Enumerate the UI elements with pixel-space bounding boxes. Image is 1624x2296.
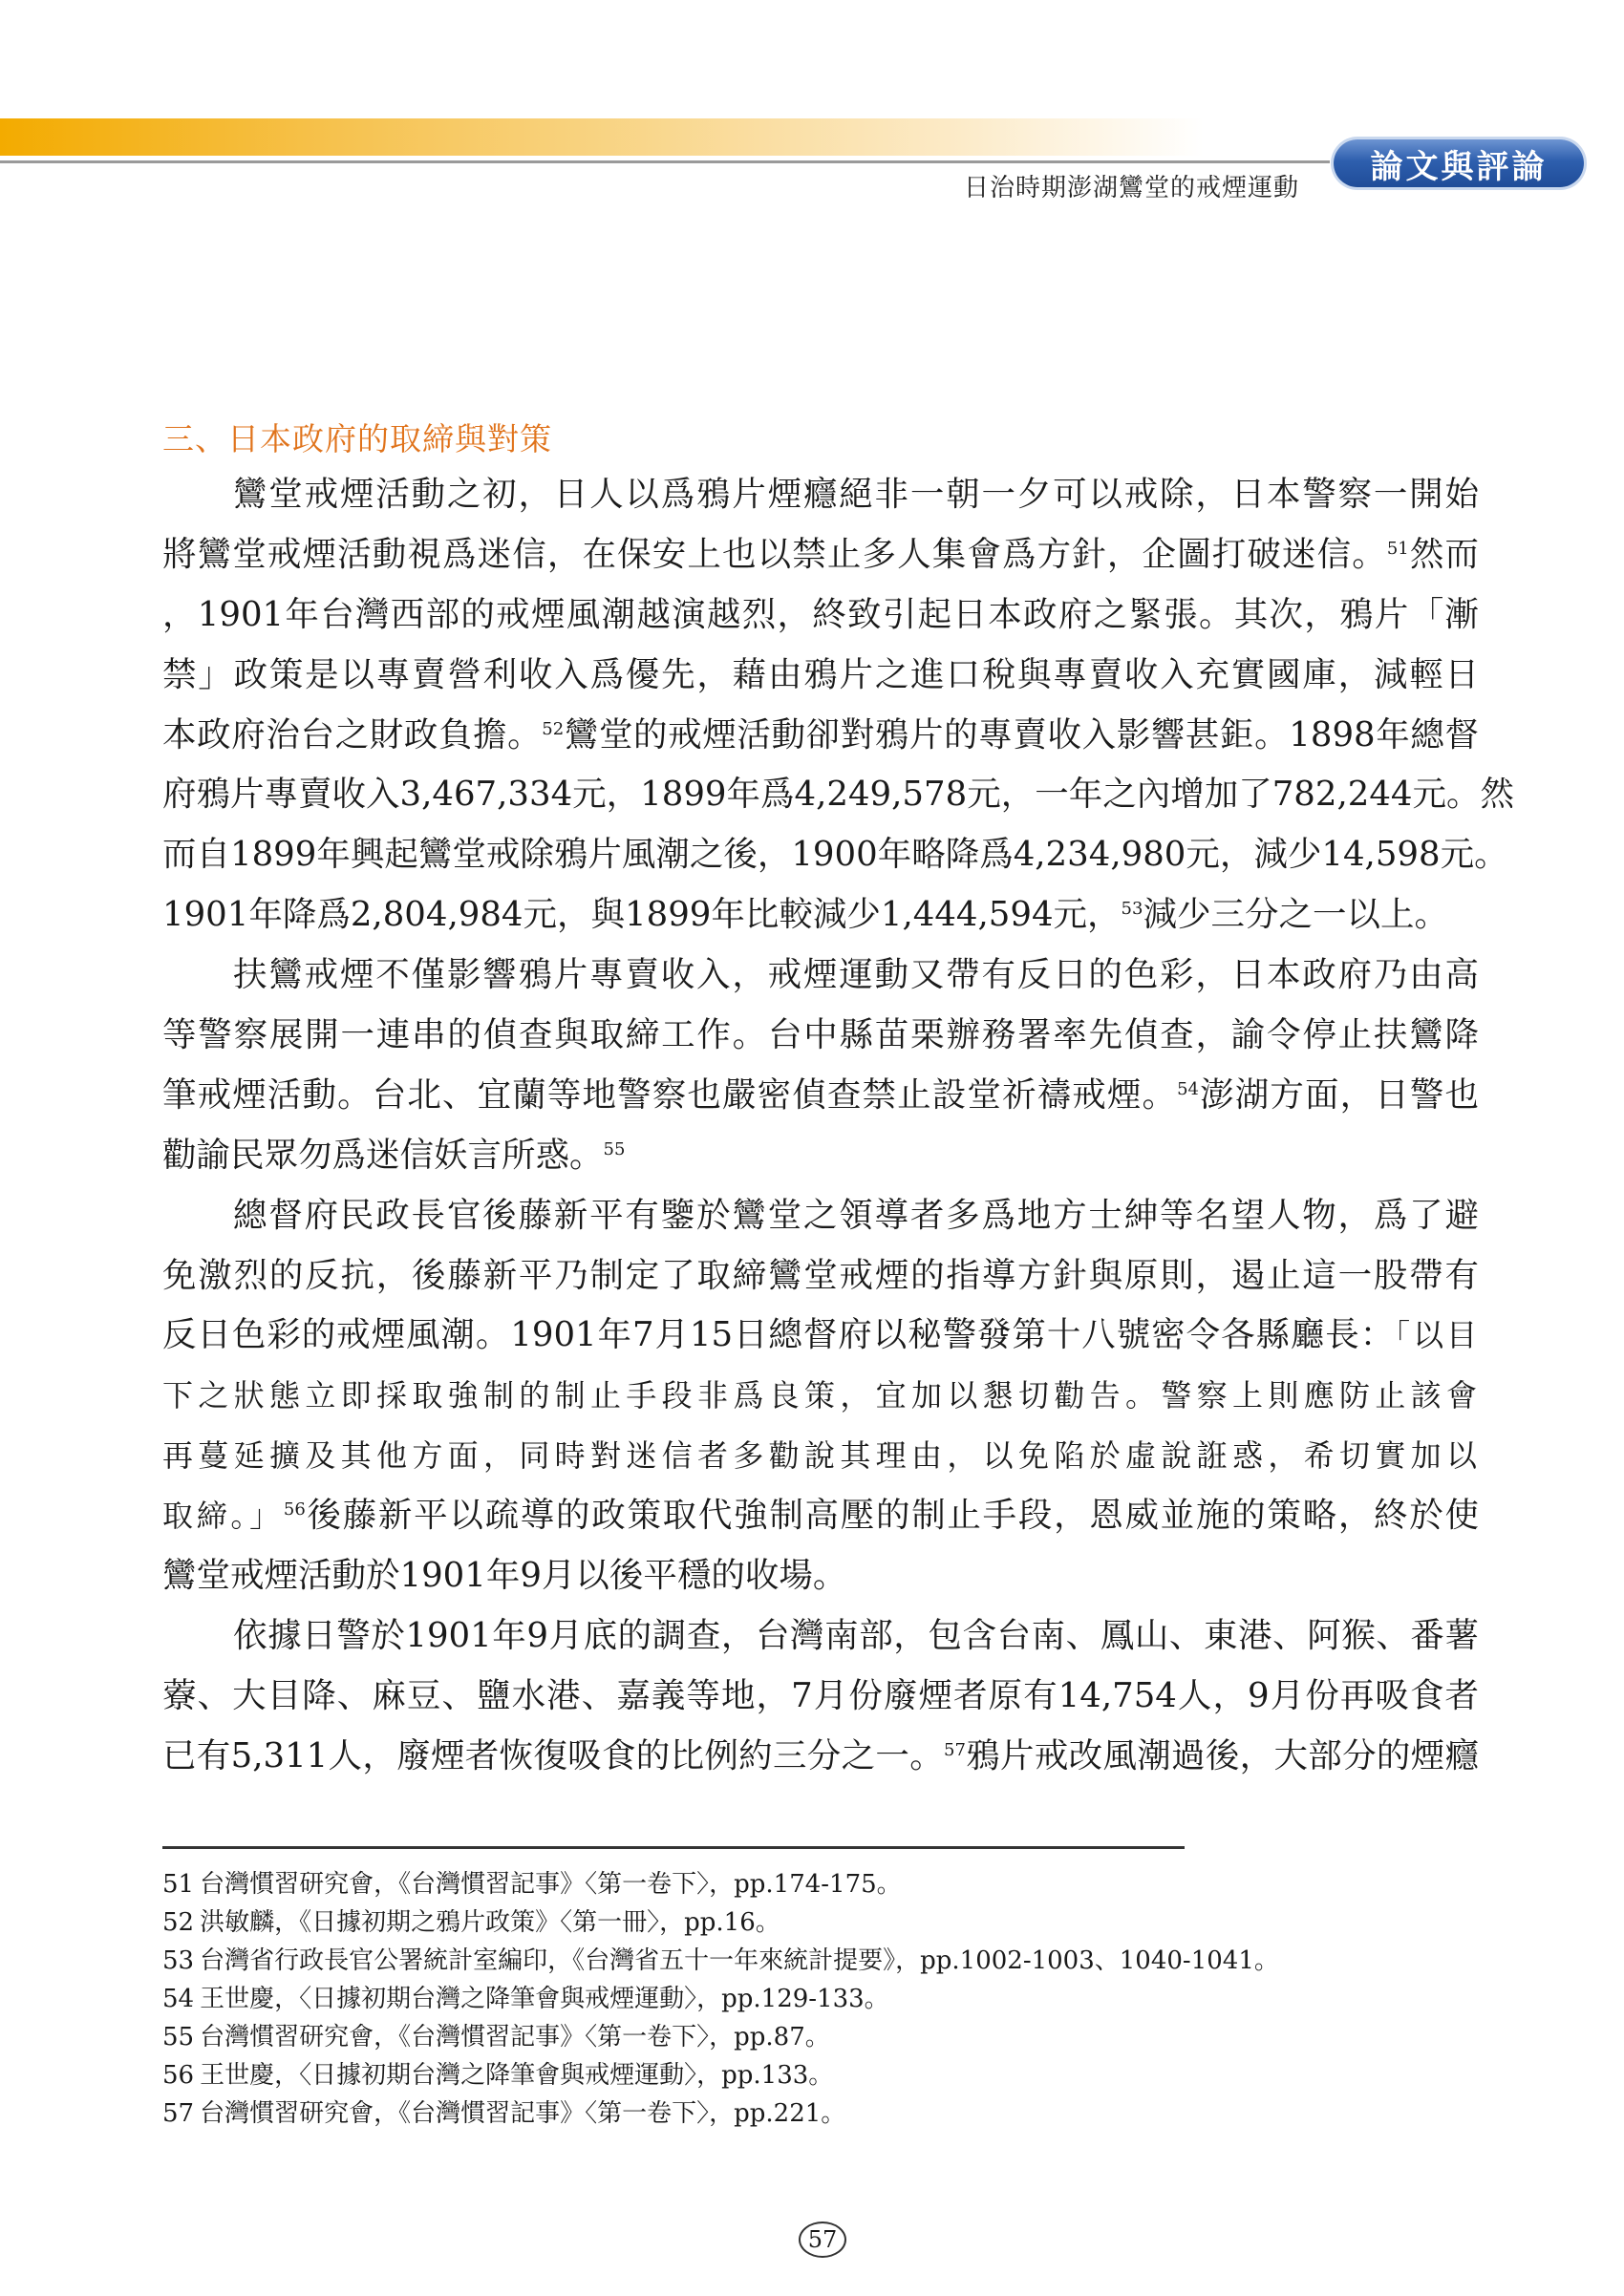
- quoted-text: 「以目: [1395, 1317, 1479, 1354]
- text-line: [162, 885, 1479, 946]
- text-run: 1901年降爲2,804,984元，與1899年比較減少1,444,594元，: [162, 895, 1122, 935]
- text-line: [162, 1306, 1479, 1366]
- text-run: 將鸞堂戒煙活動視爲迷信，在保安上也以禁止多人集會爲方針，企圖打破迷信。: [162, 534, 1387, 574]
- footnote-text: 王世慶，〈日據初期台灣之降筆會與戒煙運動〉，pp.133。: [200, 2061, 834, 2090]
- text-run: 禁」政策是以專賣營利收入爲優先，藉由鴉片之進口稅與專賣收入充實國庫，減輕日: [162, 654, 1479, 694]
- text-line: [162, 585, 1479, 646]
- text-run: 後藤新平以疏導的政策取代強制高壓的制止手段，恩威並施的策略，終於使: [305, 1496, 1479, 1536]
- text-run: 本政府治台之財政負擔。: [162, 714, 543, 755]
- footnote-ref[interactable]: 51: [1386, 538, 1409, 559]
- text-run: 扶鸞戒煙不僅影響鴉片專賣收入，戒煙運動又帶有反日的色彩，日本政府乃由高: [233, 955, 1479, 995]
- text-run: 鸞堂的戒煙活動卻對鴉片的專賣收入影響甚鉅。1898年總督: [564, 714, 1479, 755]
- body-text: [162, 465, 1514, 1787]
- text-run: 鴉片戒改風潮過後，大部分的煙癮: [965, 1735, 1479, 1775]
- footnote: [162, 2056, 1279, 2094]
- footnote-ref[interactable]: 56: [283, 1499, 306, 1520]
- text-line: [162, 1426, 1479, 1486]
- text-line: [162, 1366, 1479, 1426]
- footnote-ref[interactable]: 54: [1177, 1078, 1199, 1099]
- footnote: [162, 2018, 1279, 2056]
- text-line: [162, 765, 1514, 825]
- text-line: [162, 1727, 1479, 1787]
- text-line: [162, 1606, 1479, 1667]
- text-run: 免激烈的反抗，後藤新平乃制定了取締鸞堂戒煙的指導方針與原則，遏止這一股帶有: [162, 1255, 1479, 1295]
- text-run: 勸諭民眾勿爲迷信妖言所惑。: [162, 1135, 604, 1175]
- text-line: [162, 1486, 1479, 1546]
- page-number: 57: [799, 2222, 846, 2258]
- footnote: [162, 2094, 1279, 2133]
- footnote-text: 台灣慣習研究會，《台灣慣習記事》〈第一卷下〉，pp.174-175。: [200, 1870, 902, 1899]
- footnote-ref[interactable]: 52: [542, 718, 565, 739]
- header-gradient-bar: [0, 118, 1337, 156]
- section-heading: 三、日本政府的取締與對策: [162, 420, 552, 457]
- footnote: [162, 1980, 1279, 2018]
- header-divider: [0, 160, 1330, 163]
- running-title: 日治時期澎湖鸞堂的戒煙運動: [963, 174, 1299, 202]
- text-run: 筆戒煙活動。台北、宜蘭等地警察也嚴密偵查禁止設堂祈禱戒煙。: [162, 1074, 1178, 1115]
- text-line: [162, 1186, 1479, 1246]
- paragraph: [162, 1606, 1479, 1787]
- text-line: [162, 706, 1479, 766]
- footnote-text: 洪敏麟，《日據初期之鴉片政策》〈第一冊〉，pp.16。: [200, 1908, 780, 1937]
- text-run: 等警察展開一連串的偵查與取締工作。台中縣苗栗辦務署率先偵查，諭令停止扶鸞降: [162, 1015, 1479, 1055]
- section-badge-label: 論文與評論: [1370, 147, 1548, 186]
- text-run: 鸞堂戒煙活動於1901年9月以後平穩的收場。: [162, 1556, 847, 1596]
- text-line: [162, 525, 1479, 585]
- text-run: 總督府民政長官後藤新平有鑒於鸞堂之領導者多爲地方士紳等名望人物，爲了避: [233, 1195, 1479, 1235]
- footnote-ref[interactable]: 57: [944, 1739, 966, 1760]
- text-line: [162, 825, 1508, 885]
- text-line: [162, 465, 1479, 525]
- footnote-ref[interactable]: 55: [603, 1138, 626, 1159]
- paragraph: [162, 465, 1514, 946]
- text-run: 府鴉片專賣收入3,467,334元，1899年爲4,249,578元，一年之內增加了782,244元。然: [162, 775, 1514, 815]
- paragraph: [162, 946, 1479, 1186]
- text-line: [162, 1126, 1479, 1186]
- footnote-number: 53: [162, 1946, 195, 1975]
- paragraph: [162, 1186, 1479, 1606]
- footnote-number: 54: [162, 1985, 195, 2013]
- text-line: [162, 1546, 1479, 1606]
- footnote-text: 台灣慣習研究會，《台灣慣習記事》〈第一卷下〉，pp.87。: [200, 2023, 830, 2052]
- quoted-text: 再蔓延擴及其他方面，同時對迷信者多勸說其理由，以免陷於虛說誑惑，希切實加以: [162, 1437, 1479, 1475]
- text-run: 藔、大目降、麻豆、鹽水港、嘉義等地，7月份廢煙者原有14,754人，9月份再吸食者: [162, 1675, 1479, 1715]
- text-run: 減少三分之一以上。: [1143, 895, 1448, 935]
- footnote-number: 57: [162, 2099, 195, 2128]
- text-run: 依據日警於1901年9月底的調查，台灣南部，包含台南、鳳山、東港、阿猴、番薯: [233, 1615, 1479, 1655]
- text-line: [162, 946, 1479, 1006]
- text-line: [162, 1246, 1479, 1307]
- quoted-text: 取締。」: [162, 1498, 284, 1535]
- text-line: [162, 646, 1479, 706]
- text-line: [162, 1066, 1479, 1126]
- footnote: [162, 1865, 1279, 1903]
- footnote-number: 56: [162, 2061, 195, 2090]
- text-run: 而自1899年興起鸞堂戒除鴉片風潮之後，1900年略降爲4,234,980元，減少14,598元。: [162, 835, 1508, 875]
- footnote: [162, 1903, 1279, 1942]
- text-run: ，1901年台灣西部的戒煙風潮越演越烈，終致引起日本政府之緊張。其次，鴉片「漸: [162, 594, 1479, 634]
- footnotes: [162, 1865, 1279, 2133]
- text-run: 澎湖方面，日警也: [1198, 1074, 1479, 1115]
- footnote-ref[interactable]: 53: [1121, 899, 1143, 920]
- text-run: 然而: [1408, 534, 1479, 574]
- text-run: 已有5,311人，廢煙者恢復吸食的比例約三分之一。: [162, 1735, 945, 1775]
- text-line: [162, 1006, 1479, 1066]
- section-badge: [1334, 139, 1584, 187]
- quoted-text: 下之狀態立即採取強制的制止手段非爲良策，宜加以懇切勸告。警察上則應防止該會: [162, 1377, 1479, 1414]
- footnote-number: 52: [162, 1908, 195, 1937]
- footnote: [162, 1942, 1279, 1980]
- footnote-divider: [162, 1846, 1185, 1849]
- text-run: 鸞堂戒煙活動之初，日人以爲鴉片煙癮絕非一朝一夕可以戒除，日本警察一開始: [233, 475, 1479, 514]
- footnote-text: 王世慶，〈日據初期台灣之降筆會與戒煙運動〉，pp.129-133。: [200, 1985, 889, 2013]
- text-run: 反日色彩的戒煙風潮。1901年7月15日總督府以秘警發第十八號密令各縣廳長：: [162, 1315, 1396, 1355]
- footnote-number: 51: [162, 1870, 195, 1899]
- footnote-number: 55: [162, 2023, 195, 2052]
- footnote-text: 台灣省行政長官公署統計室編印，《台灣省五十一年來統計提要》，pp.1002-1003、1040-1041。: [200, 1946, 1279, 1975]
- text-line: [162, 1667, 1479, 1727]
- footnote-text: 台灣慣習研究會，《台灣慣習記事》〈第一卷下〉，pp.221。: [200, 2099, 846, 2128]
